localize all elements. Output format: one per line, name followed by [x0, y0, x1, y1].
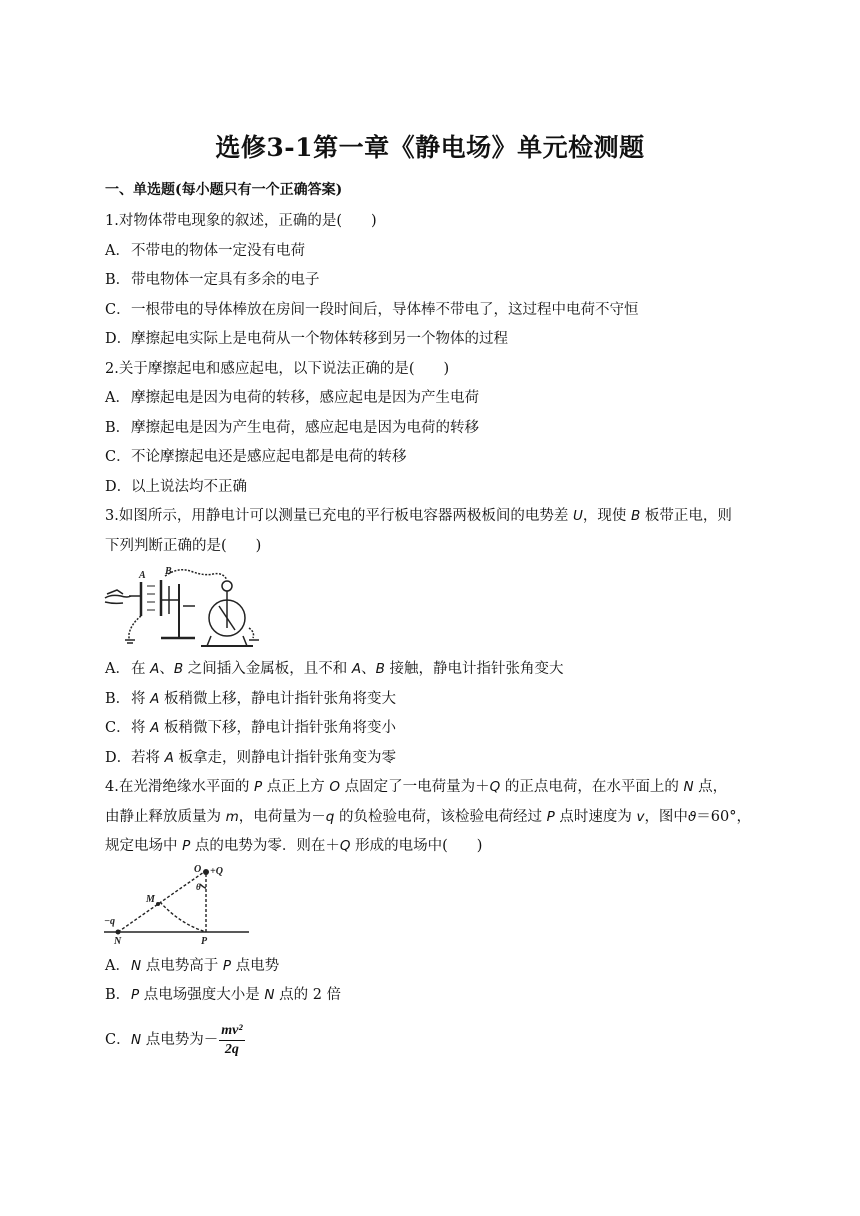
q4-option-a: A．N 点电势高于 P 点电势: [105, 958, 280, 974]
q4-stem-line1: 4.在光滑绝缘水平面的 P 点正上方 O 点固定了一电荷量为＋Q 的正点电荷，在水平面上的 N 点，: [105, 779, 728, 795]
figure-label-theta: θ: [196, 882, 201, 892]
q2-option-b: B．摩擦起电是因为产生电荷，感应起电是因为电荷的转移: [105, 420, 479, 436]
figure-label-o: O: [194, 864, 202, 875]
figure-label-a: A: [139, 570, 146, 581]
charge-trajectory-figure: [104, 862, 249, 946]
q3-option-d: D．若将 A 板拿走，则静电计指针张角变为零: [105, 750, 396, 766]
q1-option-d: D．摩擦起电实际上是电荷从一个物体转移到另一个物体的过程: [105, 331, 508, 347]
q2-option-a: A．摩擦起电是因为电荷的转移，感应起电是因为产生电荷: [105, 390, 479, 406]
q3-option-c: C．将 A 板稍微下移，静电计指针张角将变小: [105, 720, 396, 736]
q3-option-b: B．将 A 板稍微上移，静电计指针张角将变大: [105, 691, 396, 707]
figure-label-m: M: [146, 894, 155, 905]
q2-option-c: C．不论摩擦起电还是感应起电都是电荷的转移: [105, 449, 407, 465]
q4-stem-line2: 由静止释放质量为 m，电荷量为－q 的负检验电荷，该检验电荷经过 P 点时速度为 v，图中ϑ＝60°，: [105, 809, 751, 825]
figure-label-n: N: [114, 936, 122, 946]
page-title: 选修3-1第一章《静电场》单元检测题: [215, 133, 645, 162]
q3-stem-line2: 下列判断正确的是( ): [105, 538, 262, 554]
fraction-mv2-over-2q: $\frac{\text{mv²}}{2q}$: [221, 1022, 243, 1057]
q2-option-d: D．以上说法均不正确: [105, 479, 247, 495]
q1-stem: 1.对物体带电现象的叙述，正确的是( ): [105, 213, 377, 229]
q1-option-c: C．一根带电的导体棒放在房间一段时间后，导体棒不带电了，这过程中电荷不守恒: [105, 302, 639, 318]
section-heading: 一、单选题(每小题只有一个正确答案): [105, 182, 343, 198]
q1-option-a: A．不带电的物体一定没有电荷: [105, 243, 305, 259]
figure-label-plus-q: +Q: [210, 866, 223, 877]
q3-stem-line1: 3.如图所示，用静电计可以测量已充电的平行板电容器两极板间的电势差 U，现使 B 板带正电，则: [105, 508, 732, 524]
figure-label-b: B: [165, 566, 172, 577]
q2-stem: 2.关于摩擦起电和感应起电，以下说法正确的是( ): [105, 361, 450, 377]
q4-stem-line3: 规定电场中 P 点的电势为零．则在＋Q 形成的电场中( ): [105, 838, 483, 854]
q3-option-a: A．在 A、B 之间插入金属板，且不和 A、B 接触，静电计指针张角变大: [105, 661, 564, 677]
figure-label-minus-q: −q: [104, 916, 116, 927]
electrometer-figure: [103, 566, 263, 650]
q4-option-c: C．N 点电势为－ $\frac{\text{mv²}}{2q}$: [105, 1022, 243, 1057]
q4-option-b: B．P 点电场强度大小是 N 点的 2 倍: [105, 987, 342, 1003]
figure-label-p: P: [201, 936, 208, 946]
q1-option-b: B．带电物体一定具有多余的电子: [105, 272, 320, 288]
